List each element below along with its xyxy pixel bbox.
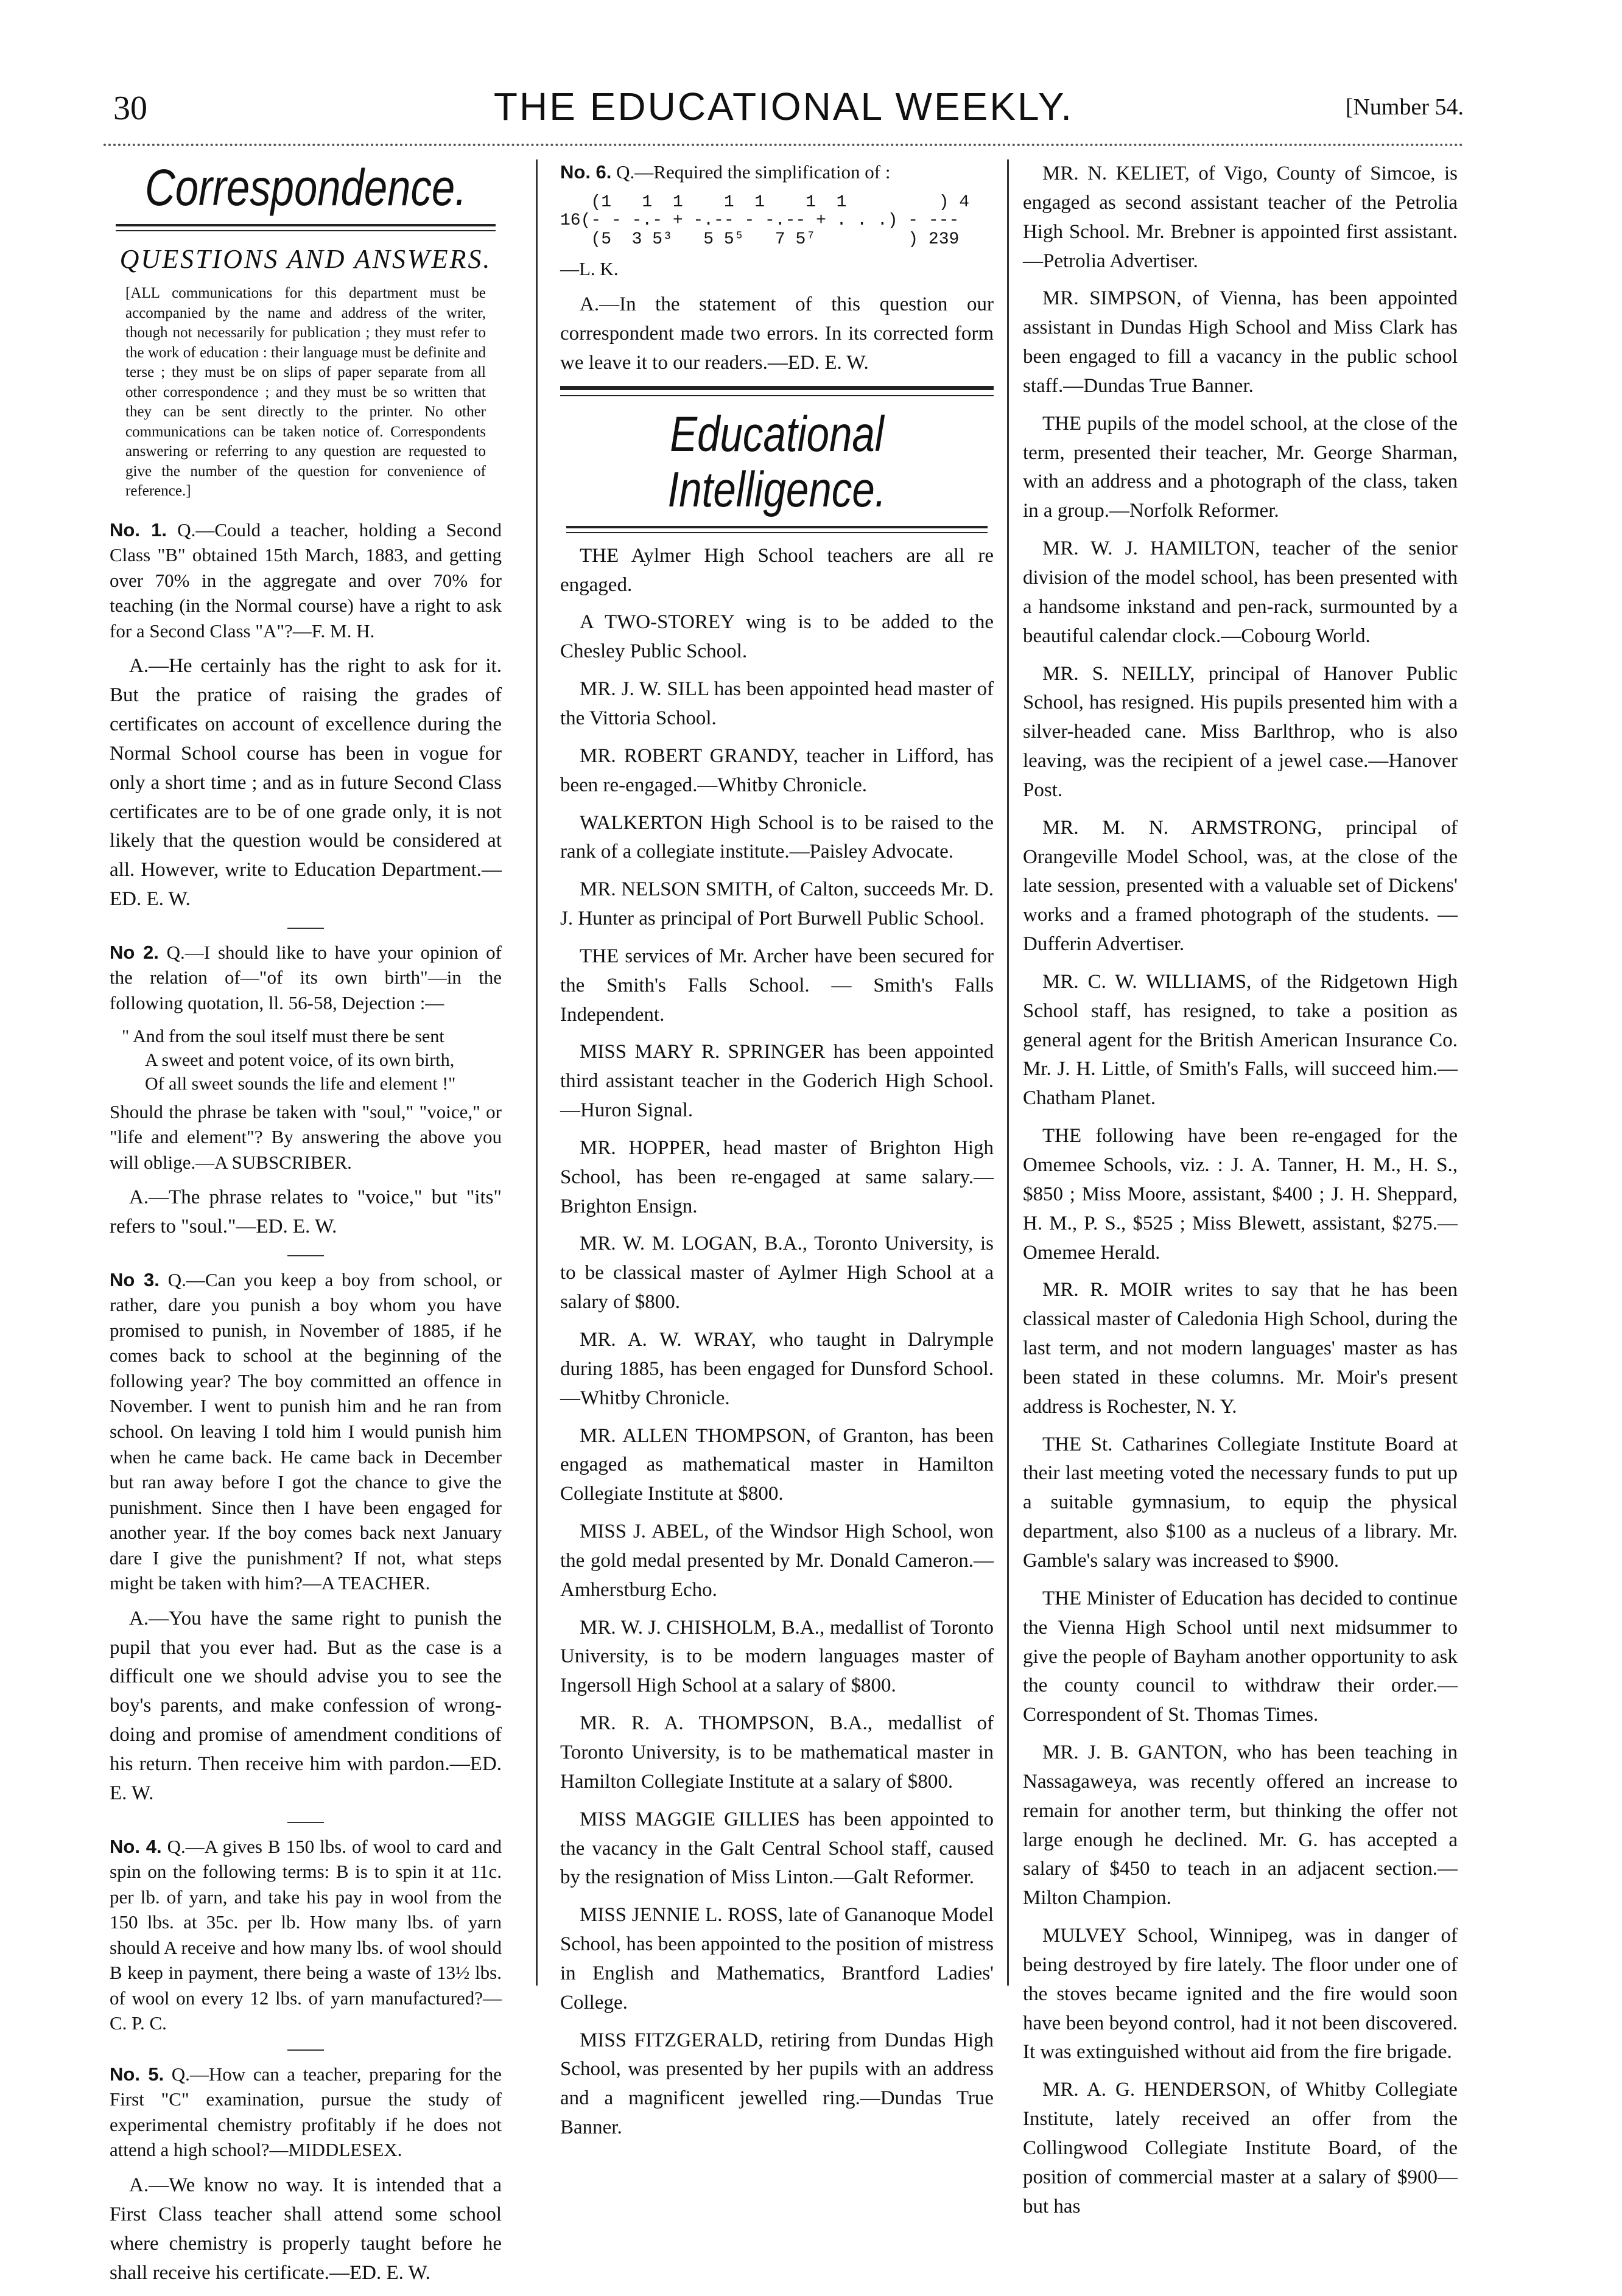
question-number: No. 1.: [110, 519, 167, 541]
question-text: Q.—Can you keep a boy from school, or rather, dare you punish a boy whom you have promised to punish, in November of 1885, if he comes back to school at the beginning of the following year? The boy committed an offence in November. I went to punish him and he ran from school. On leaving I told him I would punish him when he came back. He came back in December but ran away before I got the chance to give the punishment. Since then I have been engaged for another year. If the boy comes back next January dare I give the punishment? If not, what steps might be taken with him?—A TEACHER.: [110, 1269, 502, 1594]
news-item: THE pupils of the model school, at the close of the term, presented their teacher, Mr. George Sharman, with an address and a photograph of the class, taken in a group.—Norfolk Reformer.: [1023, 412, 1458, 522]
news-item: MR. SIMPSON, of Vienna, has been appointed assistant in Dundas High School and Miss Clark has been engaged to fill a vacancy in the public school staff.—Dundas True Banner.: [1023, 287, 1458, 397]
column-rule-2: [1007, 159, 1009, 1986]
answer-2: A.—The phrase relates to "voice," but "its" refers to "soul."—ED. E. W.: [110, 1186, 502, 1237]
question-text: Q.—Could a teacher, holding a Second Class "B" obtained 15th March, 1883, and getting over 70% in the aggregate and over 70% for teaching (in the Normal course) have a right to ask for a Second Class "A"?—F. M. H.: [110, 519, 502, 642]
verse-quotation: [122, 1024, 502, 1096]
news-item: THE following have been re-engaged for the Omemee Schools, viz. : J. A. Tanner, H. M., H. S., $850 ; Miss Moore, assistant, $400 ; J. H. Sheppard, H. M., P. S., $525 ; Miss Blewett, assistant, $275.—Omemee Herald.: [1023, 1125, 1458, 1264]
news-item: THE St. Catharines Collegiate Institute Board at their last meeting voted the necessary funds to put up a suitable gymnasium, to equip the physical department, also $100 as a nucleus of a library. Mr. Gamble's salary was increased to $900.: [1023, 1433, 1458, 1572]
news-item: THE Aylmer High School teachers are all re engaged.: [560, 544, 994, 596]
publication-title: THE EDUCATIONAL WEEKLY.: [493, 85, 1074, 128]
verse-line: Of all sweet sounds the life and element !": [145, 1073, 456, 1094]
news-item: WALKERTON High School is to be raised to the rank of a collegiate institute.—Paisley Advocate.: [560, 811, 994, 863]
section-rule-thick: [560, 386, 994, 390]
news-item: THE services of Mr. Archer have been secured for the Smith's Falls School. — Smith's Falls Independent.: [560, 945, 994, 1026]
news-item: MR. S. NEILLY, principal of Hanover Public School, has resigned. His pupils presented him with a silver-headed cane. Miss Barlthrop, who is also leaving, was the recipient of a jewel case.—Hanover Post.: [1023, 662, 1458, 801]
column-rule-1: [536, 159, 538, 1986]
issue-number: [Number 54.: [1345, 94, 1464, 120]
news-item: MR. M. N. ARMSTRONG, principal of Orangeville Model School, was, at the close of the late session, presented with a valuable set of Dickens' works and a framed photograph of the students. —Dufferin Advertiser.: [1023, 816, 1458, 956]
series-formula: [560, 194, 994, 250]
page-number: 30: [113, 89, 147, 127]
news-item: MISS JENNIE L. ROSS, late of Gananoque Model School, has been appointed to the position of mistress in English and Mathematics, Brantford Ladies' College.: [560, 1904, 994, 2014]
answer-3: A.—You have the same right to punish the pupil that you ever had. But as the case is a difficult one we should advise you to see the boy's parents, and make confession of wrong-doing and promise of amendment conditions of his return. Then receive him with pardon.—ED. E. W.: [110, 1607, 502, 1804]
news-item: MISS MARY R. SPRINGER has been appointed third assistant teacher in the Goderich High School. —Huron Signal.: [560, 1041, 994, 1122]
verse-line: A sweet and potent voice, of its own birth,: [145, 1049, 455, 1070]
news-item: MR. W. J. HAMILTON, teacher of the senior division of the model school, has been presented with a handsome inkstand and pen-rack, surmounted by a beautiful calendar clock.—Cobourg World.: [1023, 537, 1458, 647]
question-1: [110, 517, 502, 644]
news-item: MR. ALLEN THOMPSON, of Granton, has been engaged as mathematical master in Hamilton Collegiate Institute at $800.: [560, 1424, 994, 1505]
news-item: MR. ROBERT GRANDY, teacher in Lifford, has been re-engaged.—Whitby Chronicle.: [560, 744, 994, 796]
question-4: [110, 1834, 502, 2036]
question-number: No. 4.: [110, 1835, 162, 1857]
news-item: MULVEY School, Winnipeg, was in danger of being destroyed by fire lately. The floor under one of the stoves became ignited and the fire would soon have been beyond control, had it not been discovered. It was extinguished without aid from the fire brigade.: [1023, 1925, 1458, 2063]
question-2: [110, 940, 502, 1016]
question-5: [110, 2062, 502, 2163]
question-6-signature: —L. K.: [560, 257, 619, 279]
section-title-correspondence: Correspondence.: [144, 159, 467, 216]
separator: [287, 1255, 324, 1256]
question-number: No. 6.: [560, 161, 612, 183]
news-item: MISS FITZGERALD, retiring from Dundas High School, was presented by her pupils with an address and a magnificent jewelled ring.—Dundas True Banner.: [560, 2029, 994, 2139]
question-2-continued: Should the phrase be taken with "soul," "voice," or "life and element"? By answering the above you will oblige.—A SUBSCRIBER.: [110, 1101, 502, 1173]
answer-5: A.—We know no way. It is intended that a First Class teacher shall attend some school where chemistry is properly taught before he shall receive his certificate.—ED. E. W.: [110, 2174, 502, 2284]
news-item: MISS MAGGIE GILLIES has been appointed to the vacancy in the Galt Central School staff, caused by the resignation of Miss Linton.—Galt Reformer.: [560, 1808, 994, 1889]
news-item: MR. W. M. LOGAN, B.A., Toronto University, is to be classical master of Aylmer High School at a salary of $800.: [560, 1233, 994, 1314]
news-item: MR. W. J. CHISHOLM, B.A., medallist of Toronto University, is to be modern languages master of Ingersoll High School at a salary of $800.: [560, 1616, 994, 1697]
news-item: MR. C. W. WILLIAMS, of the Ridgetown High School staff, has resigned, to take a position as general agent for the British American Insurance Co. Mr. J. H. Little, of Smith's Falls, will succeed him.—Chatham Planet.: [1023, 970, 1458, 1110]
column-intelligence-continued: [1023, 159, 1458, 2230]
news-item: MR. A. W. WRAY, who taught in Dalrymple during 1885, has been engaged for Dunsford School. —Whitby Chronicle.: [560, 1329, 994, 1409]
news-item: MR. J. B. GANTON, who has been teaching in Nassagaweya, was recently offered an increase to remain for another term, but thinking the offer not large enough he declined. Mr. G. has accepted a salary of $450 to teach in an adjacent section.— Milton Champion.: [1023, 1741, 1458, 1909]
column-intelligence: [560, 159, 994, 2151]
column-correspondence: [110, 159, 502, 2296]
news-item: MR. R. MOIR writes to say that he has been classical master of Caledonia High School, during the last term, and not modern languages' master as has been stated in these columns. Mr. Moir's present address is Rochester, N. Y.: [1023, 1279, 1458, 1418]
news-item: A TWO-STOREY wing is to be added to the Chesley Public School.: [560, 611, 994, 663]
question-number: No 2.: [110, 941, 159, 963]
page-header: [104, 84, 1464, 139]
question-text: Q.—A gives B 150 lbs. of wool to card and spin on the following terms: B is to spin it at 11c. per lb. of yarn, and take his pay in wool from the 150 lbs. at 35c. per lb. How many lbs. of yarn should A receive and how many lbs. of wool should B keep in payment, there being a waste of 13½ lbs. of wool on every 12 lbs. of yarn manufactured?—C. P. C.: [110, 1835, 502, 2034]
news-item: MISS J. ABEL, of the Windsor High School, won the gold medal presented by Mr. Donald Cameron.—Amherstburg Echo.: [560, 1521, 994, 1601]
formula-line: 16(- - -.- + -.-- - -.-- + . . .) - ---: [560, 211, 960, 231]
formula-line: (1 1 1 1 1 1 1 ) 4: [560, 192, 970, 212]
section-rule: [566, 526, 988, 533]
news-item: MR. HOPPER, head master of Brighton High School, has been re-engaged at same salary.—Brighton Ensign.: [560, 1136, 994, 1217]
question-text: Q.—I should like to have your opinion of the relation of—"of its own birth"—in the following quotation, ll. 56-58, Dejection :—: [110, 941, 502, 1013]
questions-answers-heading: QUESTIONS AND ANSWERS.: [119, 244, 492, 275]
question-number: No. 5.: [110, 2063, 164, 2085]
section-title-intelligence: Educational Intelligence.: [667, 407, 886, 517]
question-text: Q.—Required the simplification of :: [616, 161, 891, 183]
header-rule: [104, 144, 1464, 146]
question-number: No 3.: [110, 1269, 160, 1290]
separator: [287, 1822, 324, 1823]
separator: [287, 2049, 324, 2051]
question-6: [560, 159, 994, 185]
news-item: MR. NELSON SMITH, of Calton, succeeds Mr. D. J. Hunter as principal of Port Burwell Public School.: [560, 878, 994, 930]
news-item: MR. N. KELIET, of Vigo, County of Simcoe, is engaged as second assistant teacher of the Petrolia High School. Mr. Brebner is appointed first assistant.—Petrolia Advertiser.: [1023, 163, 1458, 272]
news-item: MR. R. A. THOMPSON, B.A., medallist of Toronto University, is to be mathematical master in Hamilton Collegiate Institute at a salary of $800.: [560, 1712, 994, 1793]
question-text: Q.—How can a teacher, preparing for the First "C" examination, pursue the study of experimental chemistry profitably if he does not attend a high school?—MIDDLESEX.: [110, 2063, 502, 2161]
news-item: THE Minister of Education has decided to continue the Vienna High School until next midsummer to give the people of Bayham another opportunity to ask the county council to withdraw their order.—Correspondent of St. Thomas Times.: [1023, 1587, 1458, 1726]
editorial-notice: [ALL communications for this department must be accompanied by the name and address of the writer, though not necessarily for publication ; they must refer to the work of education : their language must be definite and terse ; they must be on slips of paper separate from all other correspondence ; and they must be so written that they can be sent directly to the printer. No other communications can be taken notice of. Correspondents answering or referring to any question are requested to give the number of the question for convenience of reference.]: [125, 285, 486, 500]
news-item: MR. J. W. SILL has been appointed head master of the Vittoria School.: [560, 678, 994, 729]
answer-6: A.—In the statement of this question our correspondent made two errors. In its corrected form we leave it to our readers.—ED. E. W.: [560, 293, 994, 374]
question-3: [110, 1267, 502, 1596]
separator: [287, 928, 324, 929]
section-rule: [116, 224, 496, 231]
answer-1: A.—He certainly has the right to ask for it. But the pratice of raising the grades of certificates on account of excellence during the Normal School course has been in vogue for only a short time ; and as in future Second Class certificates are to be of one grade only, it is not likely that the question would be considered at all. However, write to Education Department.—ED. E. W.: [110, 655, 502, 911]
news-item: MR. A. G. HENDERSON, of Whitby Collegiate Institute, lately received an offer from the Collingwood Collegiate Institute Board, of the position of commercial master at a salary of $900—but has: [1023, 2079, 1458, 2217]
verse-line: " And from the soul itself must there be sent: [122, 1026, 444, 1046]
section-rule-thin: [560, 395, 994, 396]
formula-line: (5 3 5³ 5 5⁵ 7 5⁷ ) 239: [560, 230, 960, 250]
